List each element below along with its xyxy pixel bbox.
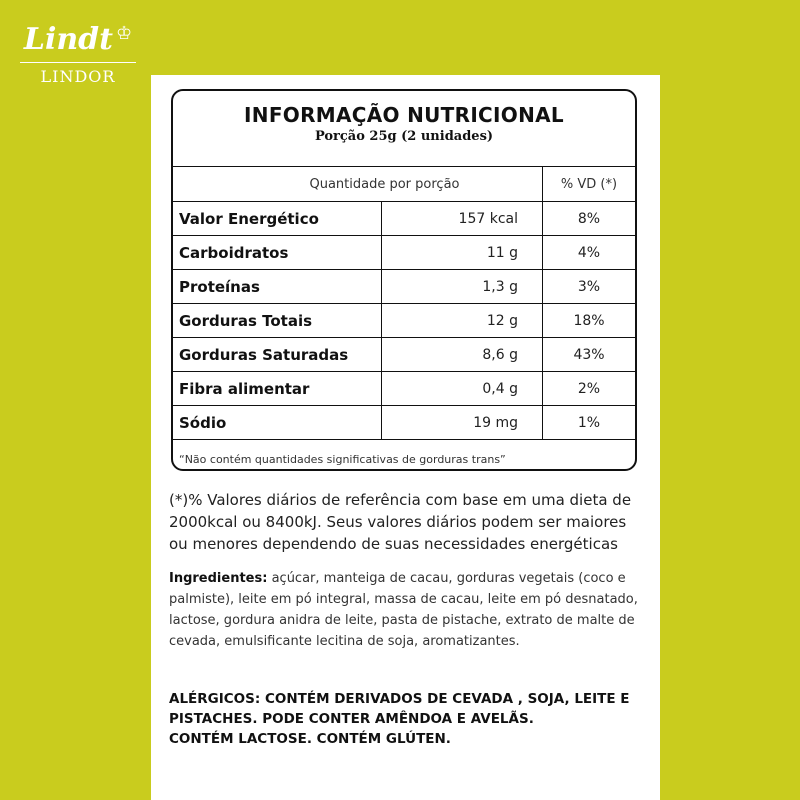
nutrition-table (173, 166, 635, 471)
trans-fat-note-row (173, 440, 635, 472)
header-dv: % VD (*) (543, 167, 636, 202)
allergens-line-1: ALÉRGICOS: CONTÉM DERIVADOS DE CEVADA , SOJA, LEITE E PISTACHES. PODE CONTER AMÊNDOA E AVELÃS. (169, 691, 630, 727)
nutrient-name: Proteínas (173, 270, 382, 304)
table-row (173, 236, 635, 270)
table-row (173, 304, 635, 338)
ingredients-label: Ingredientes: (169, 571, 268, 586)
nutrient-dv: 43% (543, 338, 636, 372)
nutrient-quantity: 19 mg (382, 406, 543, 440)
nutrient-name: Sódio (173, 406, 382, 440)
nutrient-quantity: 12 g (382, 304, 543, 338)
table-row (173, 202, 635, 236)
table-row (173, 270, 635, 304)
table-row (173, 372, 635, 406)
table-header-row (173, 167, 635, 202)
nutrient-dv: 3% (543, 270, 636, 304)
label-panel (151, 75, 660, 800)
nutrient-dv: 18% (543, 304, 636, 338)
nutrient-name: Carboidratos (173, 236, 382, 270)
trans-fat-note: “Não contém quantidades significativas de gorduras trans” (173, 440, 635, 472)
nutrient-dv: 4% (543, 236, 636, 270)
allergens-block (169, 689, 649, 749)
header-quantity: Quantidade por porção (173, 167, 543, 202)
allergens-line-2: CONTÉM LACTOSE. CONTÉM GLÚTEN. (169, 731, 451, 747)
ingredients-block (169, 568, 647, 652)
table-row (173, 406, 635, 440)
nutrient-name: Fibra alimentar (173, 372, 382, 406)
nutrient-quantity: 0,4 g (382, 372, 543, 406)
product-name: LINDOR (40, 67, 116, 86)
nutrient-quantity: 8,6 g (382, 338, 543, 372)
nutrient-dv: 1% (543, 406, 636, 440)
brand-divider (20, 62, 136, 63)
nutrient-name: Valor Energético (173, 202, 382, 236)
nutrient-name: Gorduras Totais (173, 304, 382, 338)
nutrient-quantity: 157 kcal (382, 202, 543, 236)
crest-icon: ♔ (116, 23, 133, 43)
brand-logo (20, 22, 136, 86)
nutrient-quantity: 1,3 g (382, 270, 543, 304)
brand-name: Lindt (23, 22, 113, 57)
nutrient-name: Gorduras Saturadas (173, 338, 382, 372)
nutrition-title: INFORMAÇÃO NUTRICIONAL (244, 103, 564, 127)
ingredients-text: açúcar, manteiga de cacau, gorduras vegetais (coco e palmiste), leite em pó integral, massa de cacau, leite em pó desnatado, lactose, gordura anidra de leite, pasta de pistache, extrato de malte de cevada, emulsificante lecitina de soja, aromatizantes. (169, 571, 638, 649)
nutrient-dv: 2% (543, 372, 636, 406)
table-row (173, 338, 635, 372)
portion-size: Porção 25g (2 unidades) (314, 129, 494, 144)
nutrient-dv: 8% (543, 202, 636, 236)
dv-footnote: (*)% Valores diários de referência com base em uma dieta de 2000kcal ou 8400kJ. Seus valores diários podem ser maiores ou menores dependendo de suas necessidades energéticas (169, 491, 632, 553)
nutrient-quantity: 11 g (382, 236, 543, 270)
nutrition-facts-box (171, 89, 637, 471)
